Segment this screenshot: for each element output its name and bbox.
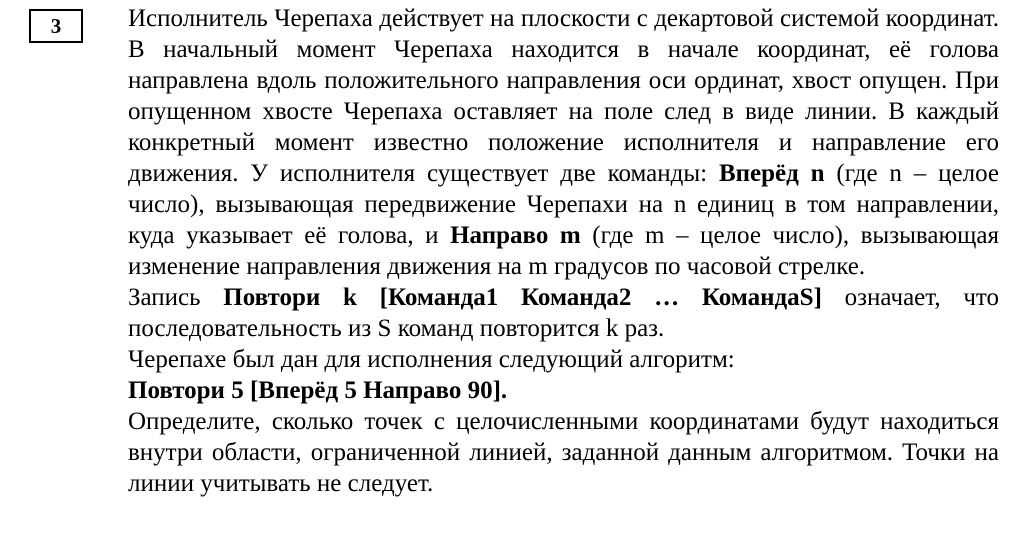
command-repeat: Повтори k [Команда1 Команда2 … КомандаS] <box>223 284 822 311</box>
repeat-paragraph <box>128 282 999 344</box>
question-paragraph: Определите, сколько точек с целочисленными координатами будут находиться внутри области, ограниченной линией, заданной данным алгоритмом. Точки на линии учитывать не следует. <box>128 408 999 497</box>
intro-text-1: Исполнитель Черепаха действует на плоскости с декартовой системой координат. В начальный момент Черепаха находится в начале координат, её голова направлена вдоль положительного направления оси ординат, хвост опущен. При опущенном хвосте Черепаха оставляет на поле след в виде линии. В каждый конкретный момент известно положение исполнителя и направление его движения. У исполнителя существует две команды: <box>128 5 999 187</box>
intro-text-2: (где n – целое число), вызывающая передвижение Черепахи на n единиц в том направлении, куда указывает её голова, и <box>128 160 999 249</box>
command-forward: Вперёд n <box>718 160 825 187</box>
task-number-box <box>29 9 83 43</box>
command-right: Направо m <box>450 222 581 249</box>
intro-paragraph <box>128 3 999 282</box>
repeat-text-2: означает, что последовательность из S команд повторится k раз. <box>128 284 999 342</box>
task-number: 3 <box>50 13 62 38</box>
algorithm-code-text: Повтори 5 [Вперёд 5 Направо 90]. <box>128 377 508 404</box>
task-text <box>128 3 999 499</box>
repeat-text-1: Запись <box>128 284 224 311</box>
algorithm-code <box>128 375 999 406</box>
intro-text-3: (где m – целое число), вызывающая изменение направления движения на m градусов по часовой стрелке. <box>128 222 999 280</box>
algorithm-intro: Черепахе был дан для исполнения следующий алгоритм: <box>128 346 735 373</box>
